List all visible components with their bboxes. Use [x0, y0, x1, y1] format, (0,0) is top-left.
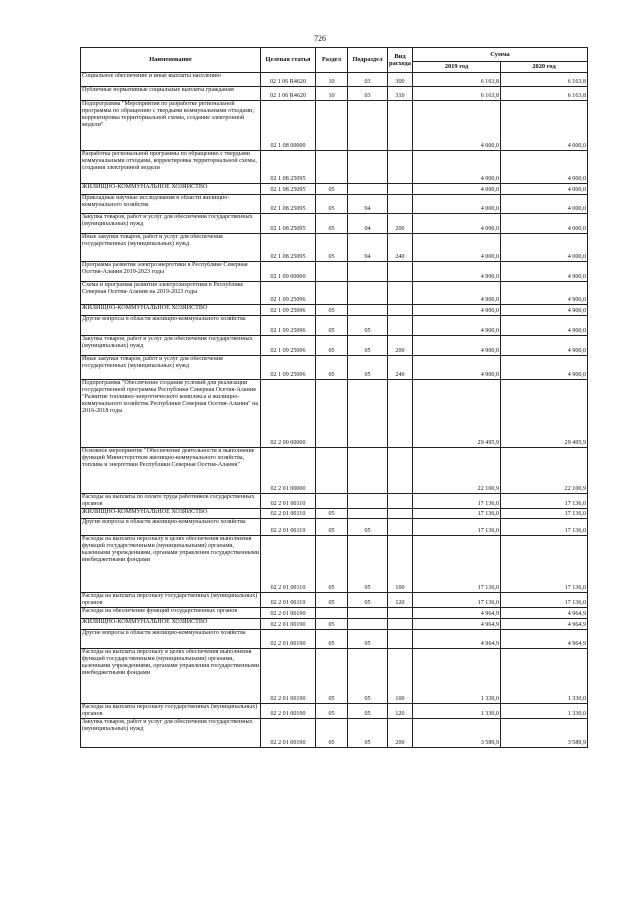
cell-type: 100 [388, 649, 413, 704]
cell-y2019: 4 900,0 [413, 305, 501, 316]
cell-section [316, 608, 348, 619]
cell-section: 10 [316, 87, 348, 101]
cell-name: ЖИЛИЩНО-КОММУНАЛЬНОЕ ХОЗЯЙСТВО [81, 509, 261, 519]
table-row [81, 316, 588, 336]
cell-subsection: 03 [348, 73, 388, 87]
cell-section: 05 [316, 316, 348, 336]
cell-y2020: 3 589,9 [501, 719, 588, 748]
cell-y2019: 4 964,9 [413, 608, 501, 619]
cell-type: 240 [388, 356, 413, 380]
table-row [81, 630, 588, 649]
table-row [81, 101, 588, 151]
cell-type: 200 [388, 214, 413, 234]
cell-article: 02 2 01 00190 [261, 619, 316, 630]
cell-name: Прикладные научные исследования в области жилищно-коммунального хозяйства [81, 195, 261, 214]
cell-y2019: 3 589,9 [413, 719, 501, 748]
header-sum: Сумма [413, 48, 588, 62]
cell-section: 05 [316, 719, 348, 748]
cell-section: 05 [316, 214, 348, 234]
cell-section: 05 [316, 519, 348, 536]
cell-name: Закупка товаров, работ и услуг для обеспечения государственных (муниципальных) нужд [81, 214, 261, 234]
cell-y2020: 4 900,0 [501, 305, 588, 316]
cell-name: Иные закупки товаров, работ и услуг для обеспечения государственных (муниципальных) нужд [81, 356, 261, 380]
cell-subsection: 04 [348, 214, 388, 234]
cell-type [388, 184, 413, 195]
cell-subsection: 05 [348, 316, 388, 336]
cell-section [316, 262, 348, 282]
cell-y2019: 4 000,0 [413, 184, 501, 195]
cell-type [388, 509, 413, 519]
table-row [81, 184, 588, 195]
cell-subsection: 04 [348, 195, 388, 214]
cell-section: 05 [316, 336, 348, 356]
table-row [81, 719, 588, 748]
cell-subsection [348, 101, 388, 151]
cell-section [316, 282, 348, 305]
cell-name: Расходы на выплаты персоналу государственных (муниципальных) органов [81, 593, 261, 608]
cell-type [388, 494, 413, 509]
cell-subsection: 03 [348, 87, 388, 101]
cell-type: 310 [388, 87, 413, 101]
cell-name: Программа развития электроэнергетики в Республике Северная Осетия-Алания 2019-2023 годы [81, 262, 261, 282]
cell-type [388, 519, 413, 536]
table-body [81, 73, 588, 748]
table-row [81, 87, 588, 101]
cell-section: 05 [316, 509, 348, 519]
cell-name: Расходы на выплаты персоналу в целях обеспечения выполнения функций государственными (муниципальными) органами, казенными учреждениями, органами управления государственными внебюджетными фондами [81, 649, 261, 704]
cell-y2019: 4 964,9 [413, 630, 501, 649]
cell-y2019: 4 900,0 [413, 282, 501, 305]
cell-subsection: 05 [348, 704, 388, 719]
cell-article: 02 1 09 00000 [261, 262, 316, 282]
cell-type [388, 151, 413, 184]
cell-y2020: 4 964,9 [501, 608, 588, 619]
cell-y2019: 17 136,0 [413, 519, 501, 536]
header-year-2020: 2020 год [501, 62, 588, 73]
table-row [81, 356, 588, 380]
cell-y2019: 17 136,0 [413, 536, 501, 593]
header-expense-type: Вид расхода [388, 48, 413, 73]
cell-article: 02 2 01 00110 [261, 536, 316, 593]
cell-type: 120 [388, 593, 413, 608]
cell-section: 05 [316, 536, 348, 593]
cell-name: Социальное обеспечение и иные выплаты населению [81, 73, 261, 87]
cell-section [316, 494, 348, 509]
cell-article: 02 1 09 25096 [261, 305, 316, 316]
cell-type: 200 [388, 336, 413, 356]
cell-article: 02 2 01 00110 [261, 593, 316, 608]
cell-article: 02 2 01 00110 [261, 509, 316, 519]
cell-y2019: 17 136,0 [413, 494, 501, 509]
cell-type [388, 262, 413, 282]
cell-type [388, 195, 413, 214]
cell-subsection [348, 608, 388, 619]
cell-name: Расходы на выплаты персоналу государственных (муниципальных) органов [81, 704, 261, 719]
cell-name: Схема и программа развития электроэнергетики в Республике Северная Осетия-Алания на 2019-2023 годы [81, 282, 261, 305]
cell-article: 02 2 01 00110 [261, 494, 316, 509]
cell-subsection: 05 [348, 356, 388, 380]
cell-section: 05 [316, 704, 348, 719]
table-row [81, 519, 588, 536]
cell-y2019: 6 163,8 [413, 73, 501, 87]
cell-subsection [348, 509, 388, 519]
cell-y2020: 17 136,0 [501, 509, 588, 519]
cell-y2020: 4 900,0 [501, 356, 588, 380]
cell-subsection: 05 [348, 719, 388, 748]
cell-name: Расходы на обеспечение функций государственных органов [81, 608, 261, 619]
cell-type [388, 608, 413, 619]
cell-y2020: 4 900,0 [501, 282, 588, 305]
table-row [81, 649, 588, 704]
cell-name: Иные закупки товаров, работ и услуг для обеспечения государственных (муниципальных) нужд [81, 234, 261, 262]
table-row [81, 536, 588, 593]
table-row [81, 593, 588, 608]
cell-name: Публичные нормативные социальные выплаты гражданам [81, 87, 261, 101]
table-row [81, 282, 588, 305]
cell-subsection [348, 619, 388, 630]
cell-article: 02 2 01 00190 [261, 719, 316, 748]
cell-article: 02 2 01 00110 [261, 519, 316, 536]
cell-subsection: 04 [348, 234, 388, 262]
cell-article: 02 2 01 00190 [261, 608, 316, 619]
cell-subsection: 05 [348, 536, 388, 593]
cell-subsection [348, 151, 388, 184]
cell-y2019: 17 136,0 [413, 509, 501, 519]
cell-section: 05 [316, 195, 348, 214]
cell-y2020: 4 900,0 [501, 336, 588, 356]
cell-section [316, 380, 348, 448]
cell-y2019: 4 964,9 [413, 619, 501, 630]
cell-section: 05 [316, 305, 348, 316]
cell-type: 240 [388, 234, 413, 262]
table-row [81, 494, 588, 509]
cell-subsection: 05 [348, 519, 388, 536]
cell-article: 02 2 01 00190 [261, 649, 316, 704]
cell-y2019: 4 900,0 [413, 336, 501, 356]
cell-name: Расходы на выплаты персоналу в целях обеспечения выполнения функций государственными (муниципальными) органами, казенными учреждениями, органами управления государственными внебюджетными фондами [81, 536, 261, 593]
header-name: Наименование [81, 48, 261, 73]
budget-table [80, 47, 588, 748]
cell-name: Другие вопросы в области жилищно-коммунального хозяйства [81, 630, 261, 649]
cell-y2020: 6 163,8 [501, 73, 588, 87]
cell-article: 02 1 09 25096 [261, 316, 316, 336]
cell-section: 05 [316, 630, 348, 649]
cell-name: Другие вопросы в области жилищно-коммунального хозяйства [81, 519, 261, 536]
table-row [81, 195, 588, 214]
cell-article: 02 2 01 00190 [261, 630, 316, 649]
cell-y2020: 4 964,9 [501, 630, 588, 649]
cell-type [388, 380, 413, 448]
cell-y2019: 4 000,0 [413, 214, 501, 234]
cell-type [388, 630, 413, 649]
cell-article: 02 1 08 25095 [261, 214, 316, 234]
cell-article: 02 1 08 00000 [261, 101, 316, 151]
cell-section: 05 [316, 593, 348, 608]
cell-type [388, 101, 413, 151]
table-row [81, 262, 588, 282]
cell-section: 05 [316, 356, 348, 380]
cell-y2020: 17 136,0 [501, 536, 588, 593]
cell-y2020: 6 163,8 [501, 87, 588, 101]
cell-y2019: 4 900,0 [413, 262, 501, 282]
cell-y2019: 6 163,8 [413, 87, 501, 101]
cell-article: 02 1 08 25095 [261, 184, 316, 195]
cell-article: 02 1 09 25096 [261, 356, 316, 380]
cell-name: Закупка товаров, работ и услуг для обеспечения государственных (муниципальных) нужд [81, 719, 261, 748]
cell-y2019: 29 495,9 [413, 380, 501, 448]
cell-type: 200 [388, 719, 413, 748]
cell-type [388, 619, 413, 630]
cell-subsection: 05 [348, 336, 388, 356]
cell-section [316, 101, 348, 151]
cell-y2019: 4 000,0 [413, 101, 501, 151]
cell-y2020: 29 495,9 [501, 380, 588, 448]
cell-y2020: 4 900,0 [501, 316, 588, 336]
cell-name: ЖИЛИЩНО-КОММУНАЛЬНОЕ ХОЗЯЙСТВО [81, 184, 261, 195]
cell-y2020: 4 000,0 [501, 195, 588, 214]
cell-article: 02 1 06 R4620 [261, 73, 316, 87]
cell-type [388, 448, 413, 494]
cell-y2020: 4 000,0 [501, 151, 588, 184]
cell-name: Подпрограмма "Мероприятия по разработке региональной программы по обращению с твердыми коммунальными отходами, корректировка территориальной схемы, создание электронной модели" [81, 101, 261, 151]
table-row [81, 380, 588, 448]
cell-y2019: 4 900,0 [413, 356, 501, 380]
table-row [81, 619, 588, 630]
cell-name: Закупка товаров, работ и услуг для обеспечения государственных (муниципальных) нужд [81, 336, 261, 356]
cell-type [388, 282, 413, 305]
table-row [81, 151, 588, 184]
cell-name: Другие вопросы в области жилищно-коммунального хозяйства [81, 316, 261, 336]
cell-article: 02 1 09 25096 [261, 282, 316, 305]
cell-y2020: 4 900,0 [501, 262, 588, 282]
cell-subsection [348, 380, 388, 448]
cell-type [388, 316, 413, 336]
cell-subsection [348, 282, 388, 305]
cell-y2020: 4 000,0 [501, 234, 588, 262]
cell-section: 05 [316, 184, 348, 195]
cell-section [316, 448, 348, 494]
cell-y2019: 4 900,0 [413, 316, 501, 336]
cell-y2020: 4 000,0 [501, 184, 588, 195]
cell-section: 05 [316, 619, 348, 630]
cell-type: 120 [388, 704, 413, 719]
cell-article: 02 1 08 25095 [261, 195, 316, 214]
table-row [81, 73, 588, 87]
cell-y2019: 17 136,0 [413, 593, 501, 608]
table-row [81, 448, 588, 494]
cell-type: 100 [388, 536, 413, 593]
table-header [81, 48, 588, 73]
header-year-2019: 2019 год [413, 62, 501, 73]
cell-y2019: 4 000,0 [413, 151, 501, 184]
cell-type: 300 [388, 73, 413, 87]
header-section: Раздел [316, 48, 348, 73]
cell-section: 05 [316, 234, 348, 262]
cell-y2020: 4 000,0 [501, 214, 588, 234]
cell-y2020: 17 136,0 [501, 519, 588, 536]
cell-name: Расходы на выплаты по оплате труда работников государственных органов [81, 494, 261, 509]
table-row [81, 336, 588, 356]
cell-article: 02 1 08 25095 [261, 234, 316, 262]
cell-name: Основное мероприятие "Обеспечение деятельности и выполнение функций Министерством жилищно-коммунального хозяйства, топлива и энергетики Республики Северная Осетия-Алания" [81, 448, 261, 494]
cell-subsection: 05 [348, 630, 388, 649]
cell-y2020: 1 330,0 [501, 704, 588, 719]
cell-y2019: 1 330,0 [413, 704, 501, 719]
cell-y2019: 4 000,0 [413, 234, 501, 262]
cell-name: Разработка региональной программы по обращению с твердыми коммунальными отходами, корректировка территориальной схемы, создания электронной модели [81, 151, 261, 184]
cell-subsection: 05 [348, 649, 388, 704]
cell-subsection [348, 262, 388, 282]
cell-y2020: 17 136,0 [501, 494, 588, 509]
cell-article: 02 1 08 25095 [261, 151, 316, 184]
table-row [81, 214, 588, 234]
table-row [81, 305, 588, 316]
cell-article: 02 1 09 25096 [261, 336, 316, 356]
cell-article: 02 1 06 R4620 [261, 87, 316, 101]
header-subsection: Подраздел [348, 48, 388, 73]
table-row [81, 509, 588, 519]
cell-article: 02 2 01 00000 [261, 448, 316, 494]
cell-section [316, 151, 348, 184]
cell-y2020: 4 964,9 [501, 619, 588, 630]
cell-subsection: 05 [348, 593, 388, 608]
cell-y2019: 4 000,0 [413, 195, 501, 214]
cell-article: 02 2 00 00000 [261, 380, 316, 448]
cell-y2020: 4 000,0 [501, 101, 588, 151]
header-article: Целевая статья [261, 48, 316, 73]
cell-subsection [348, 305, 388, 316]
cell-y2019: 22 100,9 [413, 448, 501, 494]
cell-type [388, 305, 413, 316]
cell-section: 05 [316, 649, 348, 704]
cell-y2020: 1 330,0 [501, 649, 588, 704]
cell-article: 02 2 01 00190 [261, 704, 316, 719]
cell-section: 10 [316, 73, 348, 87]
cell-subsection [348, 494, 388, 509]
cell-y2020: 22 100,9 [501, 448, 588, 494]
cell-name: ЖИЛИЩНО-КОММУНАЛЬНОЕ ХОЗЯЙСТВО [81, 619, 261, 630]
table-row [81, 608, 588, 619]
cell-y2019: 1 330,0 [413, 649, 501, 704]
cell-y2020: 17 136,0 [501, 593, 588, 608]
table-row [81, 704, 588, 719]
cell-name: Подпрограмма "Обеспечение создания условий для реализации государственной программы Республики Северная Осетия-Алания "Развитие топливно-энергетического комплекса и жилищно-коммунального хозяйства Республики Северная Осетия-Алания" на 2016-2018 годы [81, 380, 261, 448]
cell-subsection [348, 184, 388, 195]
cell-subsection [348, 448, 388, 494]
cell-name: ЖИЛИЩНО-КОММУНАЛЬНОЕ ХОЗЯЙСТВО [81, 305, 261, 316]
table-row [81, 234, 588, 262]
page-number: 726 [314, 34, 326, 43]
